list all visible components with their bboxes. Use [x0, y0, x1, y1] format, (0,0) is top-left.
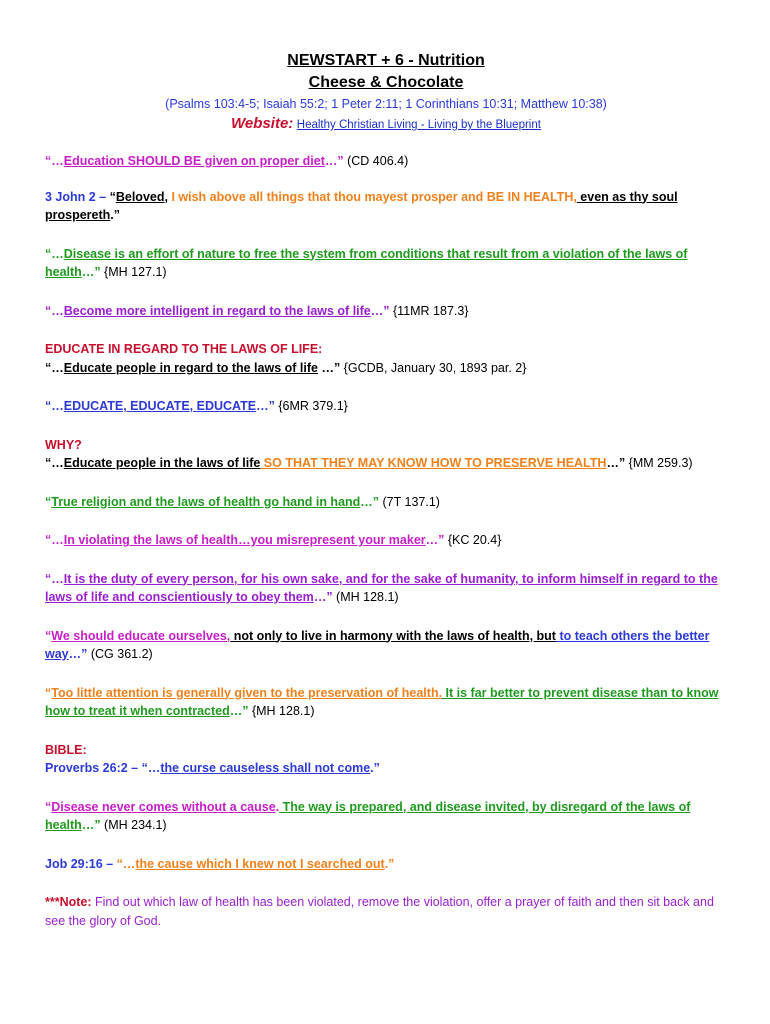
- website-link[interactable]: Healthy Christian Living - Living by the Blueprint: [296, 119, 541, 131]
- quote-gcdb-1893: “…Educate people in regard to the laws of life …” {GCDB, January 30, 1893 par. 2}: [45, 360, 527, 375]
- quote-mh-128-duty: “…It is the duty of every person, for his own sake, and for the sake of humanity, to inform himself in regard to the laws of life and conscientiously to obey them…” (MH 128.1): [45, 571, 718, 604]
- website-line: [45, 114, 727, 135]
- heading-bible: BIBLE:: [45, 742, 87, 757]
- quote-cd-406: “…Education SHOULD BE given on proper diet…” (CD 406.4): [45, 154, 409, 168]
- scripture-references: (Psalms 103:4-5; Isaiah 55:2; 1 Peter 2:11; 1 Corinthians 10:31; Matthew 10:38): [165, 97, 607, 111]
- quote-mh-234: “Disease never comes without a cause. The way is prepared, and disease invited, by disregard of the laws of health…” (MH 234.1): [45, 799, 691, 832]
- quote-11mr-187: “…Become more intelligent in regard to the laws of life…” {11MR 187.3}: [45, 303, 469, 318]
- website-label: Website:: [231, 115, 294, 132]
- quote-proverbs-26-2: Proverbs 26:2 – “…the curse causeless shall not come.”: [45, 761, 380, 775]
- doc-title-line1: NEWSTART + 6 - Nutrition: [287, 52, 485, 69]
- quote-7t-137: “True religion and the laws of health go hand in hand…” (7T 137.1): [45, 494, 440, 509]
- doc-title-line2: Cheese & Chocolate: [308, 74, 464, 91]
- quote-cg-361: “We should educate ourselves, not only to live in harmony with the laws of health, but to teach others the better way…” (CG 361.2): [45, 628, 710, 661]
- quote-mh-128-prevent: “Too little attention is generally given to the preservation of health. It is far better to prevent disease than to know how to treat it when contracted…” {MH 128.1): [45, 685, 719, 718]
- heading-educate: EDUCATE IN REGARD TO THE LAWS OF LIFE:: [45, 342, 323, 356]
- quote-mh-127: “…Disease is an effort of nature to free the system from conditions that result from a violation of the laws of health…” {MH 127.1): [45, 246, 688, 279]
- document-page: [45, 50, 727, 930]
- heading-why: WHY?: [45, 437, 82, 452]
- quote-kc-20: “…In violating the laws of health…you misrepresent your maker…” {KC 20.4}: [45, 533, 502, 547]
- quote-6mr-379: “…EDUCATE, EDUCATE, EDUCATE…” {6MR 379.1}: [45, 399, 348, 413]
- quote-job-29-16: Job 29:16 – “…the cause which I knew not I searched out.”: [45, 856, 395, 871]
- quote-3-john-2: 3 John 2 – “Beloved, I wish above all things that thou mayest prosper and BE IN HEALTH, even as thy soul prospereth.”: [45, 189, 678, 222]
- closing-note: ***Note: Find out which law of health has been violated, remove the violation, offer a prayer of faith and then sit back and see the glory of God.: [45, 895, 714, 928]
- quote-mm-259: “…Educate people in the laws of life SO THAT THEY MAY KNOW HOW TO PRESERVE HEALTH…” {MM 259.3): [45, 456, 693, 470]
